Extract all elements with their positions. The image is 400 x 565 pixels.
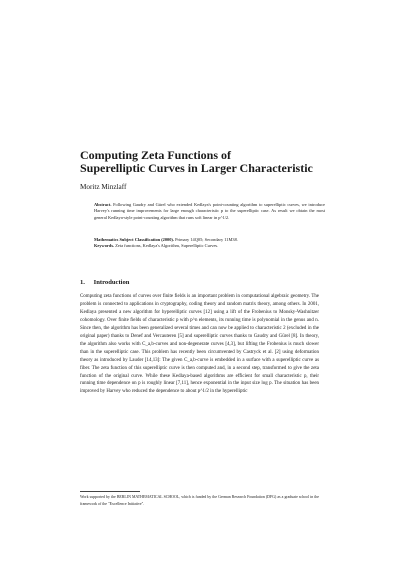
abstract-text: Following Gaudry and Gürel who extended Kedlaya's point-counting algorithm to superelliptic curves, we introduce Harvey's running time improvements for large enough characteristic p to the superelliptic case. As result we obtain the most general Kedlaya-style point-counting algorithm that runs soft linear in p^1/2.: [94, 202, 325, 220]
keywords-text: Zeta functions, Kedlaya's Algorithm, Superelliptic Curves.: [115, 243, 219, 249]
section-heading: [80, 279, 129, 286]
footnote: Work supported by the BERLIN MATHEMATICAL SCHOOL, which is funded by the German Research Foundation (DFG) as a graduate school in the framework of the "Excellence Initiative".: [80, 495, 319, 506]
footnote-rule: [80, 491, 140, 492]
section-number: 1.: [80, 279, 85, 286]
title-line-2: Superelliptic Curves in Larger Characteristic: [80, 161, 313, 175]
abstract: [94, 202, 325, 221]
paper-title: [80, 149, 360, 175]
abstract-label: Abstract.: [94, 202, 112, 207]
msc-label: Mathematics Subject Classification (2000).: [94, 237, 174, 242]
section-title: Introduction: [93, 279, 130, 286]
author-name: Moritz Minzlaff: [80, 183, 127, 191]
keywords-label: Keywords.: [94, 243, 115, 249]
classification-block: [94, 237, 334, 250]
msc-text: Primary 14Q05; Secondary 11M38.: [175, 237, 238, 242]
intro-paragraph: Computing zeta functions of curves over finite fields is an important problem in computational algebraic geometry. The problem is connected to applications in cryptography, coding theory and random matrix theory, among others. In 2001, Kedlaya presented a new algorithm for hyperelliptic curves [12] using a lift of the Frobenius to Monsky-Washnitzer cohomology. Over finite fields of characteristic p with p^n elements, its running time is polynomial in the genus and n. Since then, the algorithm has been generalized several times and can now be applied to characteristic 2 (excluded in the original paper) thanks to Denef and Vercauteren [5] and superelliptic curves thanks to Gaudry and Gürel [8]. In theory, the algorithm also works with C_a,b-curves and non-degenerate curves [4,3], but lifting the Frobenius is much slower than in the superelliptic case. This problem has recently been circumvented by Castryck et al. [2] using deformation theory as introduced by Lauder [14,13]: The given C_a,b-curve is embedded in a surface with a superelliptic curve as fiber. The zeta function of this superelliptic curve is then computed and, in a second step, transformed to give the zeta function of the original curve. While these Kedlaya-based algorithms are efficient for small characteristic p, their running time dependence on p is roughly linear [7,11], hence exponential in the input size log p. The situation has been improved by Harvey who reduced the dependence to about p^1/2 in the hyperelliptic: [80, 294, 319, 395]
title-line-1: Computing Zeta Functions of: [80, 148, 232, 162]
